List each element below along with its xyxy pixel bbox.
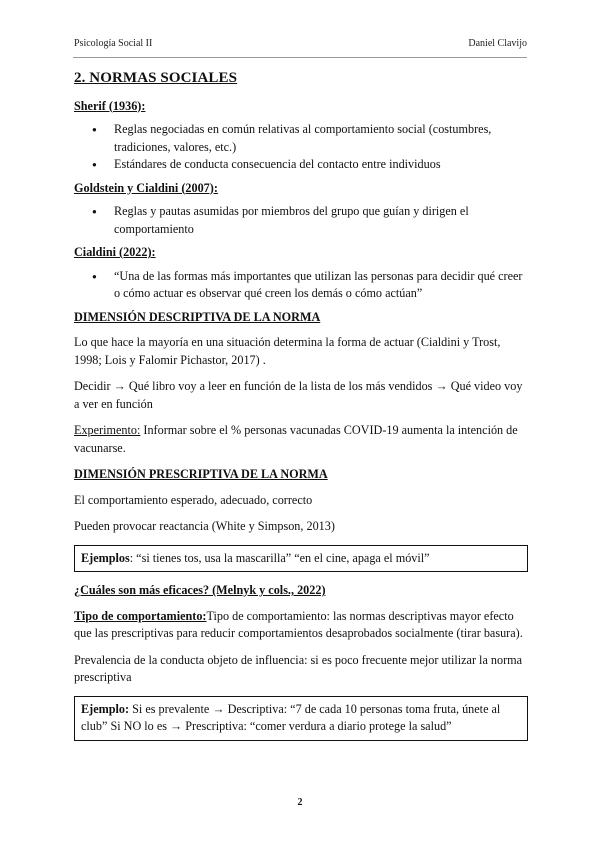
- descriptiva-paragraph-2: Decidir → Qué libro voy a leer en función de la lista de los más vendidos → Qué video voy a ver en función: [74, 379, 523, 411]
- examples-box: [74, 545, 528, 573]
- sherif-list: [74, 121, 528, 174]
- cialdini-list: [74, 268, 528, 303]
- list-item: ● Reglas negociadas en común relativas al comportamiento social (costumbres, tradiciones, valores, etc.): [114, 121, 528, 156]
- examples-label: Ejemplos: [81, 550, 130, 565]
- header-divider: [73, 57, 527, 58]
- tipo-label: Tipo de comportamiento:: [74, 608, 207, 623]
- prescriptiva-paragraph-1: El comportamiento esperado, adecuado, correcto: [74, 492, 313, 507]
- goldstein-list: [74, 203, 528, 238]
- sherif-heading: Sherif (1936):: [74, 98, 146, 113]
- example-box: [74, 696, 528, 741]
- cialdini-heading: Cialdini (2022):: [74, 245, 156, 259]
- experiment-text: Informar sobre el % personas vacunadas COVID-19 aumenta la intención de vacunarse.: [74, 423, 518, 455]
- list-item: ● Estándares de conducta consecuencia del contacto entre individuos: [114, 156, 528, 174]
- header-author: Daniel Clavijo: [468, 38, 527, 49]
- section-title: 2. NORMAS SOCIALES: [74, 70, 238, 86]
- tipo-text: Tipo de comportamiento: las normas descriptivas mayor efecto que las prescriptivas para reducir comportamientos desaprobados socialmente (tirar basura).: [74, 608, 523, 640]
- example-text: Si es prevalente → Descriptiva: “7 de cada 10 personas toma fruta, únete al club” Si NO lo es → Prescriptiva: “comer verdura a diario protege la salud”: [81, 701, 501, 733]
- examples-text: : “si tienes tos, usa la mascarilla” “en el cine, apaga el móvil”: [129, 550, 430, 565]
- experiment-paragraph: [74, 422, 528, 457]
- header-course: Psicología Social II: [74, 38, 153, 49]
- prescriptiva-paragraph-2: Pueden provocar reactancia (White y Simpson, 2013): [74, 519, 335, 533]
- prescriptiva-heading: DIMENSIÓN PRESCRIPTIVA DE LA NORMA: [74, 467, 328, 481]
- experiment-label: Experimento:: [74, 423, 141, 437]
- page-content: [74, 70, 528, 751]
- tipo-paragraph: [74, 608, 528, 643]
- example-label: Ejemplo:: [81, 701, 130, 716]
- page-number: 2: [297, 797, 303, 808]
- prevalencia-paragraph: Prevalencia de la conducta objeto de influencia: si es poco frecuente mejor utilizar la norma prescriptiva: [74, 652, 523, 684]
- descriptiva-paragraph-1: Lo que hace la mayoría en una situación determina la forma de actuar (Cialdini y Trost, 1998; Lois y Falomir Pichastor, 2017) .: [74, 335, 501, 367]
- goldstein-heading: Goldstein y Cialdini (2007):: [74, 180, 218, 195]
- list-item: ● “Una de las formas más importantes que utilizan las personas para decidir qué creer o cómo actuar es observar qué creen los demás o cómo actúan”: [114, 268, 528, 303]
- descriptiva-heading: DIMENSIÓN DESCRIPTIVA DE LA NORMA: [74, 309, 321, 324]
- list-item: ● Reglas y pautas asumidas por miembros del grupo que guían y dirigen el comportamiento: [114, 203, 528, 238]
- eficaces-heading: ¿Cuáles son más eficaces? (Melnyk y cols., 2022): [74, 583, 326, 597]
